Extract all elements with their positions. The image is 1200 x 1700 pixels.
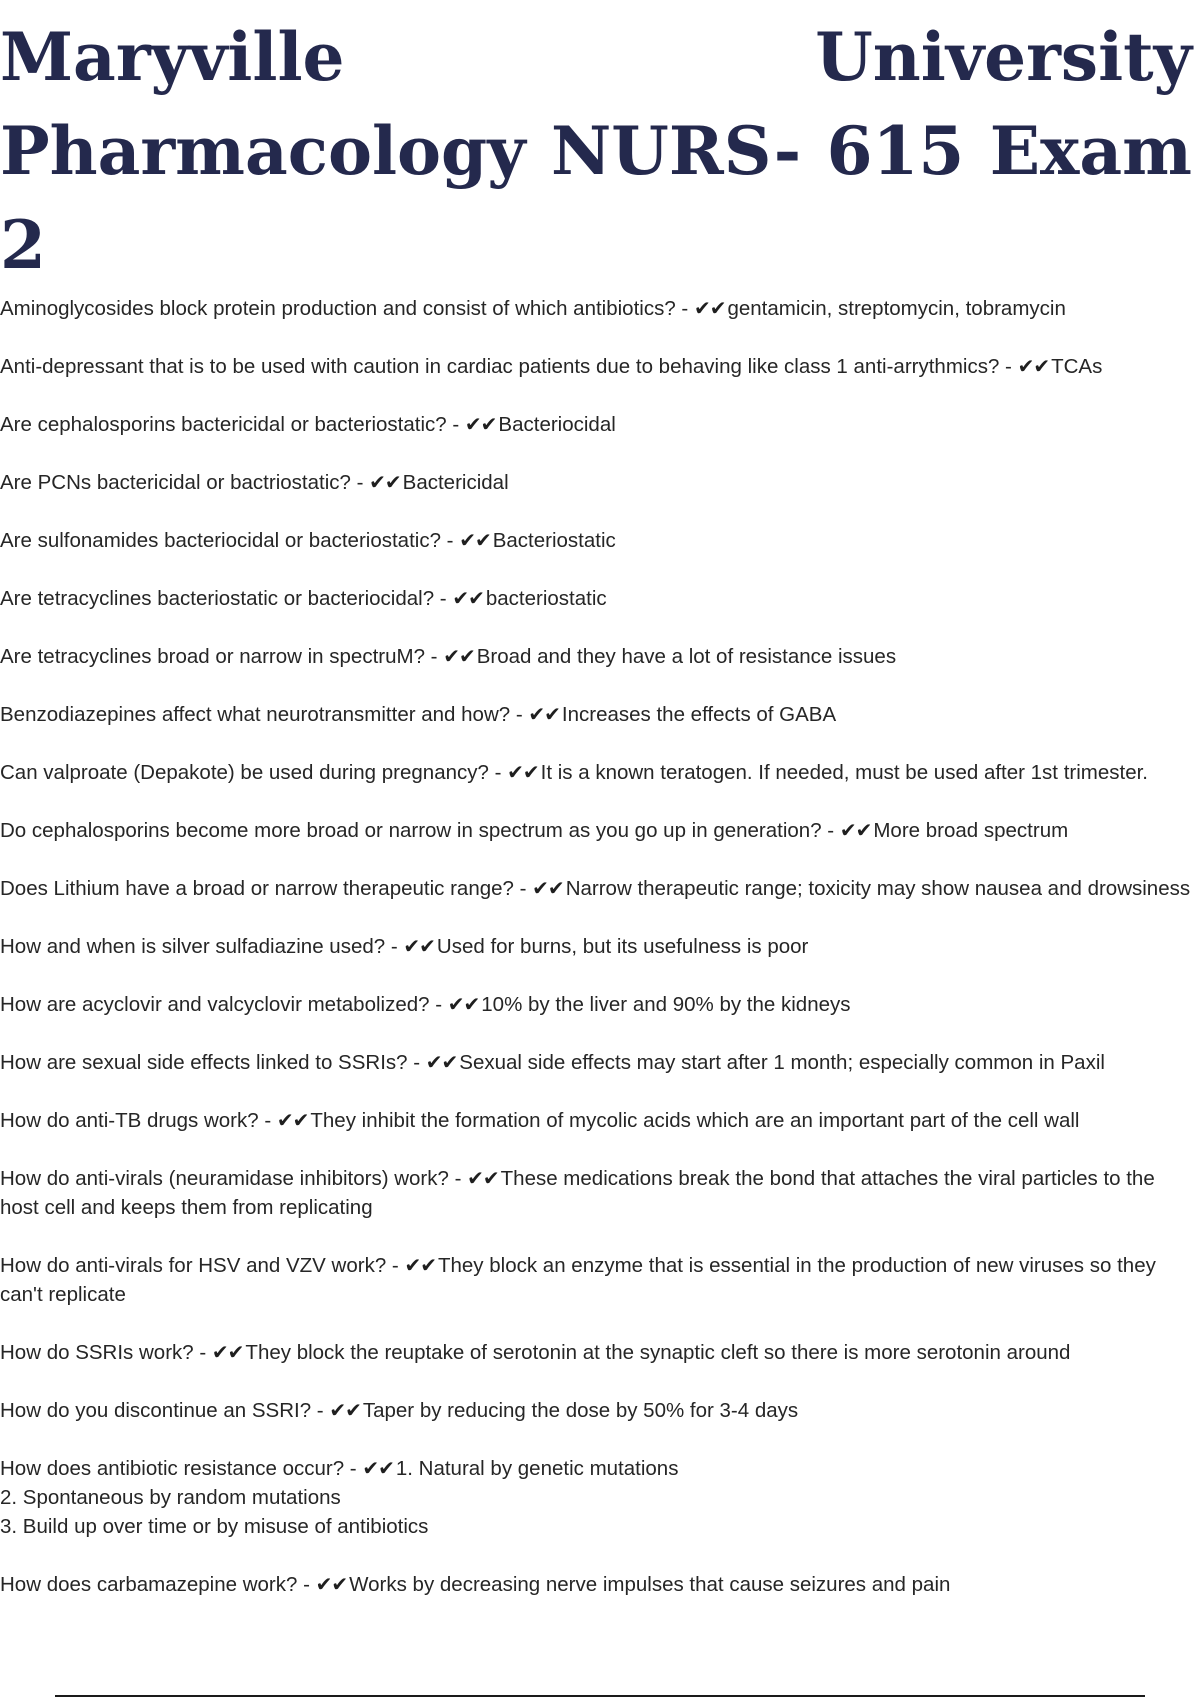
qa-item: [0, 990, 1196, 1019]
question-text: Benzodiazepines affect what neurotransmitter and how? -: [0, 703, 529, 726]
question-text: How do anti-TB drugs work? -: [0, 1109, 277, 1132]
answer-text: TCAs: [1051, 355, 1103, 378]
check-icon: ✔✔: [693, 296, 726, 320]
check-icon: ✔✔: [467, 1166, 499, 1190]
qa-item: [0, 584, 1196, 613]
question-text: How do anti-virals for HSV and VZV work? -: [0, 1254, 405, 1277]
qa-item: [0, 700, 1196, 729]
check-icon: ✔✔: [452, 586, 484, 610]
qa-item: [0, 816, 1196, 845]
qa-item: [0, 1396, 1196, 1425]
question-text: How are acyclovir and valcyclovir metabolized? -: [0, 993, 448, 1016]
qa-item: [0, 526, 1196, 555]
answer-text: They inhibit the formation of mycolic acids which are an important part of the cell wall: [310, 1109, 1080, 1132]
check-icon: ✔✔: [276, 1108, 309, 1132]
answer-text: Works by decreasing nerve impulses that cause seizures and pain: [349, 1573, 951, 1596]
question-text: Anti-depressant that is to be used with caution in cardiac patients due to behaving like class 1 anti-arrythmics? -: [0, 355, 1018, 378]
qa-list: [0, 294, 1196, 1599]
qa-item: [0, 294, 1196, 323]
question-text: How does carbamazepine work? -: [0, 1573, 316, 1596]
check-icon: ✔✔: [315, 1572, 348, 1596]
question-text: Aminoglycosides block protein production and consist of which antibiotics? -: [0, 297, 694, 320]
qa-item: [0, 1251, 1196, 1309]
answer-text: Bacteriostatic: [492, 529, 616, 552]
check-icon: ✔✔: [403, 934, 435, 958]
answer-text: They block an enzyme that is essential in the production of new viruses so they can't replicate: [0, 1254, 1156, 1306]
check-icon: ✔✔: [362, 1456, 394, 1480]
answer-text: It is a known teratogen. If needed, must be used after 1st trimester.: [540, 761, 1148, 784]
question-text: How does antibiotic resistance occur? -: [0, 1457, 363, 1480]
question-text: How are sexual side effects linked to SSRIs? -: [0, 1051, 426, 1074]
answer-text: These medications break the bond that attaches the viral particles to the host cell and keeps them from replicating: [0, 1167, 1155, 1219]
question-text: Are tetracyclines broad or narrow in spectruM? -: [0, 645, 444, 668]
qa-item: [0, 410, 1196, 439]
check-icon: ✔✔: [211, 1340, 244, 1364]
check-icon: ✔✔: [425, 1050, 458, 1074]
check-icon: ✔✔: [464, 412, 497, 436]
answer-text: 1. Natural by genetic mutations 2. Spontaneous by random mutations 3. Build up over time or by misuse of antibiotics: [0, 1457, 679, 1538]
footer-divider: [55, 1695, 1145, 1697]
check-icon: ✔✔: [447, 992, 480, 1016]
qa-item: [0, 758, 1196, 787]
qa-item: [0, 1454, 1196, 1541]
qa-item: [0, 1106, 1196, 1135]
check-icon: ✔✔: [528, 702, 560, 726]
qa-item: [0, 352, 1196, 381]
answer-text: They block the reuptake of serotonin at the synaptic cleft so there is more serotonin around: [245, 1341, 1071, 1364]
answer-text: Taper by reducing the dose by 50% for 3-4 days: [362, 1399, 799, 1422]
check-icon: ✔✔: [532, 876, 564, 900]
check-icon: ✔✔: [1017, 354, 1050, 378]
answer-text: 10% by the liver and 90% by the kidneys: [481, 993, 851, 1016]
qa-item: [0, 1048, 1196, 1077]
qa-item: [0, 1338, 1196, 1367]
question-text: How and when is silver sulfadiazine used? -: [0, 935, 404, 958]
question-text: How do anti-virals (neuramidase inhibitors) work? -: [0, 1167, 468, 1190]
question-text: Can valproate (Depakote) be used during pregnancy? -: [0, 761, 508, 784]
answer-text: bacteriostatic: [485, 587, 607, 610]
answer-text: Bacteriocidal: [498, 413, 616, 436]
question-text: Does Lithium have a broad or narrow therapeutic range? -: [0, 877, 533, 900]
answer-text: Narrow therapeutic range; toxicity may show nausea and drowsiness: [565, 877, 1191, 900]
answer-text: More broad spectrum: [873, 819, 1069, 842]
question-text: How do you discontinue an SSRI? -: [0, 1399, 330, 1422]
check-icon: ✔✔: [443, 644, 475, 668]
check-icon: ✔✔: [839, 818, 872, 842]
question-text: How do SSRIs work? -: [0, 1341, 212, 1364]
document-title: Maryville University Pharmacology NURS- 615 Exam 2: [0, 18, 1192, 284]
qa-item: [0, 1164, 1196, 1222]
check-icon: ✔✔: [459, 528, 491, 552]
check-icon: ✔✔: [369, 470, 401, 494]
qa-item: [0, 932, 1196, 961]
answer-text: Increases the effects of GABA: [561, 703, 837, 726]
answer-text: Broad and they have a lot of resistance issues: [476, 645, 897, 668]
question-text: Are tetracyclines bacteriostatic or bacteriocidal? -: [0, 587, 453, 610]
question-text: Are cephalosporins bactericidal or bacteriostatic? -: [0, 413, 465, 436]
question-text: Do cephalosporins become more broad or narrow in spectrum as you go up in generation? -: [0, 819, 840, 842]
check-icon: ✔✔: [507, 760, 539, 784]
qa-item: [0, 642, 1196, 671]
question-text: Are PCNs bactericidal or bactriostatic? -: [0, 471, 370, 494]
check-icon: ✔✔: [404, 1253, 436, 1277]
answer-text: Bactericidal: [402, 471, 509, 494]
qa-item: [0, 468, 1196, 497]
answer-text: Sexual side effects may start after 1 month; especially common in Paxil: [459, 1051, 1105, 1074]
qa-item: [0, 874, 1196, 903]
question-text: Are sulfonamides bacteriocidal or bacteriostatic? -: [0, 529, 460, 552]
answer-text: Used for burns, but its usefulness is poor: [436, 935, 809, 958]
check-icon: ✔✔: [329, 1398, 361, 1422]
qa-item: [0, 1570, 1196, 1599]
answer-text: gentamicin, streptomycin, tobramycin: [727, 297, 1066, 320]
